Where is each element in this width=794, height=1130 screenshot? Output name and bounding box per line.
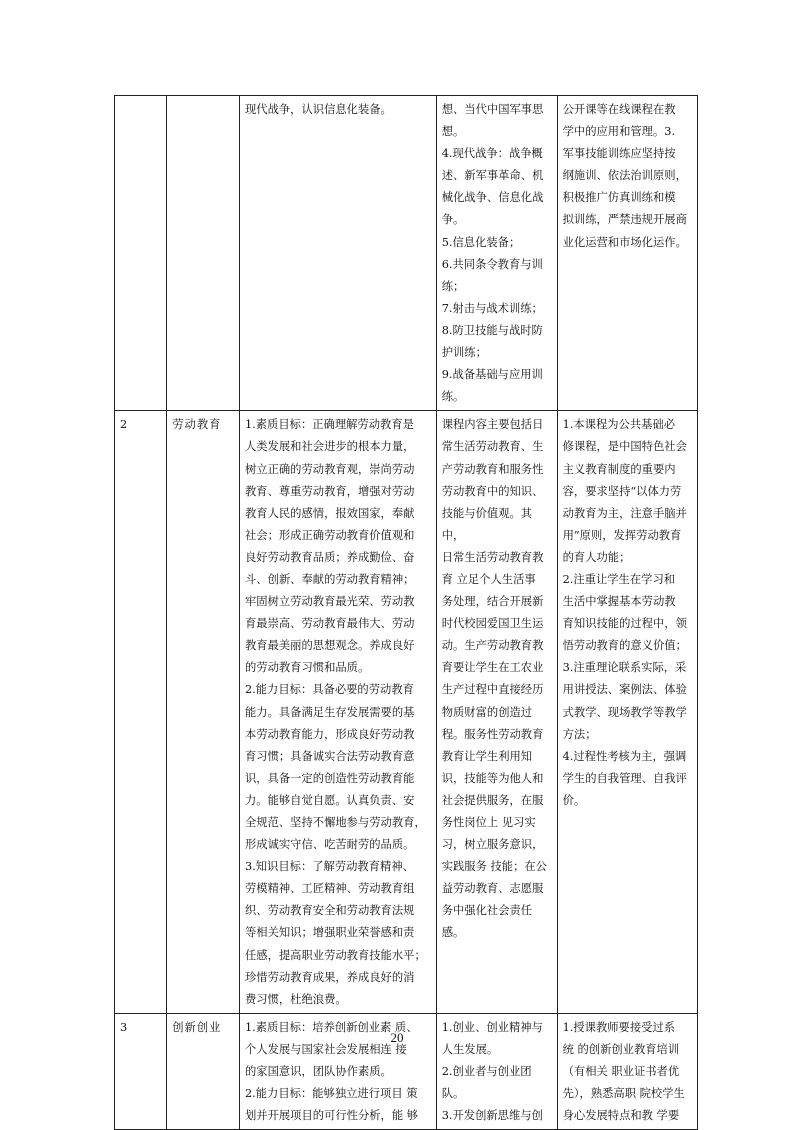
row-number-cell [115,96,167,411]
content-line: 识，技能等为他人和 [441,771,544,785]
curriculum-table [114,95,698,1130]
goals-line: 教育人民的感情，报效国家，奉献 [244,506,415,520]
course-name: 劳动教育 [172,418,222,432]
requirements-line: 育知识技能的过程中，领 [562,617,687,631]
requirements-line: 动教育为主，注意手脑并 [562,506,687,520]
table-row [115,96,698,411]
requirements-line: 用”原则，发挥劳动教育 [562,528,682,542]
content-line: 械化战争、信息化战 [441,191,544,205]
content-line: 技能与价值观。其中， [441,506,533,542]
goals-line: 社会；形成正确劳动教育价值观和 [244,528,415,542]
goals-line: 形成诚实守信、吃苦耐劳的品质。 [244,838,415,852]
row-number-cell [115,411,167,1014]
goals-line: 等相关知识；增强职业荣誉感和责 [244,926,415,940]
requirements-line: 悟劳动教育的意义价值； [562,639,687,653]
content-line: 5.信息化装备； [441,235,521,249]
content-line: 时代校园爱国卫生运 [441,617,544,631]
row-number: 3 [120,1020,128,1034]
goals-line: 能力。具备满足生存发展需要的基 [244,705,415,719]
goals-line: 树立正确的劳动教育观，崇尚劳动 [244,462,415,476]
content-line: 务处理，结合开展新 [441,595,544,609]
content-line: 动。生产劳动教育教 [441,639,544,653]
content-line: 常生活劳动教育、生 [441,440,544,454]
requirements-line: 业化运营和市场化运作。 [562,235,687,249]
content-line: 想、当代中国军事思 [441,103,544,116]
requirements-line: 价。 [562,793,586,807]
content-line: 社会提供服务，在服 [441,793,544,807]
requirements-line: 容，要求坚持“以体力劳 [562,484,682,498]
goals-line: 全规范、坚持不懈地参与劳动教育， [244,816,426,829]
content-line: 益劳动教育、志愿服 [441,882,544,896]
goals-line: 人类发展和社会进步的根本力量， [244,440,415,454]
requirements-line: 修课程，是中国特色社会 [562,440,687,454]
content-line: 2.创业者与创业团 [441,1065,532,1079]
requirements-line: （有相关 职业证书者优 [562,1065,680,1079]
content-line: 人生发展。 [441,1042,499,1056]
goals-line: 现代战争，认识信息化装备。 [244,103,392,116]
content-line: 4.现代战争：战争概 [441,147,543,161]
goals-line: 识，具备一定的创造性劳动教育能 [244,771,415,785]
course-name-cell [167,96,240,411]
course-content-cell [436,411,557,1014]
goals-line: 划并开展项目的可行性分析，能 够 [244,1109,419,1123]
goals-line: 2.能力目标：具备必要的劳动教育 [244,683,414,697]
table-body [115,96,698,1130]
requirements-line: 主义教育制度的重要内 [562,462,676,476]
requirements-line: 生活中掌握基本劳动教 [562,595,676,609]
content-line: 7.射击与战术训练； [441,301,543,315]
requirements-line: 公开课等在线课程在教 [562,103,676,116]
table-row [115,411,698,1014]
requirements-line: 军事技能训练应坚持按 [562,147,676,161]
goals-line: 织、劳动教育安全和劳动教育法规 [244,904,415,918]
content-line: 课程内容主要包括日 [441,418,544,432]
goals-line: 牢固树立劳动教育最光荣、劳动教 [244,595,415,609]
goals-line: 本劳动教育能力，形成良好劳动教 [244,727,415,741]
course-name: 创新创业 [172,1020,222,1034]
requirements-line: 拟训练，严禁违规开展商 [562,213,687,227]
goals-line: 任感，提高职业劳动教育技能水平； [244,948,426,962]
goals-line: 教育最美丽的思想观念。养成良好 [244,639,415,653]
content-line: 1.创业、创业精神与 [441,1020,543,1034]
content-line: 生产过程中直接经历 [441,683,544,697]
content-line: 9.战备基础与应用训 [441,368,543,382]
course-goals-cell [239,411,436,1014]
content-line: 护训练； [441,346,487,360]
content-line: 感。 [441,926,465,940]
content-line: 实践服务 技能；在公 [441,860,547,874]
teaching-requirements-cell [557,96,697,411]
content-line: 6.共同条令教育与训 [441,257,543,271]
goals-line: 育最崇高、劳动教育最伟大、劳动 [244,617,415,631]
goals-line: 育习惯；具备诚实合法劳动教育意 [244,749,415,763]
requirements-line: 先），熟悉高职 院校学生 [562,1087,685,1101]
requirements-line: 的育人功能； [562,550,631,564]
content-line: 3.开发创新思维与创 [441,1109,543,1123]
row-number: 2 [120,418,128,432]
requirements-line: 学中的应用和管理。3. [562,125,676,139]
requirements-line: 4.过程性考核为主，强调 [562,749,687,763]
goals-line: 费习惯，杜绝浪费。 [244,992,347,1006]
content-line: 日常生活劳动教育教 [441,550,544,564]
course-goals-cell [239,96,436,411]
requirements-line: 身心发展特点和教 学要 [562,1109,680,1123]
goals-line: 劳模精神、工匠精神、劳动教育组 [244,882,415,896]
content-line: 务性岗位上 见习实 [441,816,536,829]
goals-line: 力。能够自觉自愿。认真负责、安 [244,793,415,807]
goals-line: 教育、尊重劳动教育，增强对劳动 [244,484,415,498]
content-line: 务中强化社会责任 [441,904,533,918]
content-line: 练； [441,279,465,293]
content-line: 程。服务性劳动教育 [441,727,544,741]
content-line: 队。 [441,1087,465,1101]
goals-line: 2.能力目标：能够独立进行项目 策 [244,1087,418,1101]
goals-line: 1.素质目标：正确理解劳动教育是 [244,418,414,432]
course-content-cell [436,96,557,411]
content-line: 述、新军事革命、机 [441,169,544,183]
content-line: 育要让学生在工农业 [441,661,544,675]
requirements-line: 3.注重理论联系实际，采 [562,661,687,675]
requirements-line: 纲施训、依法治训原则， [562,169,687,183]
requirements-line: 1.本课程为公共基础必 [562,418,676,432]
requirements-line: 积极推广仿真训练和模 [562,191,676,205]
requirements-line: 学生的自我管理、自我评 [562,771,687,785]
page-number: 20 [390,1030,404,1045]
requirements-line: 统 的创新创业教育培训 [562,1042,680,1056]
goals-line: 3.知识目标：了解劳动教育精神、 [244,860,414,874]
requirements-line: 式教学、现场教学等教学 [562,705,687,719]
requirements-line: 方法； [562,727,597,741]
content-line: 劳动教育中的知识、 [441,484,544,498]
goals-line: 个人发展与国家社会发展相连 接 [244,1042,407,1056]
teaching-requirements-cell [557,411,697,1014]
content-line: 练。 [441,390,465,404]
content-line: 物质财富的创造过 [441,705,533,719]
requirements-line: 用讲授法、案例法、体验 [562,683,687,697]
requirements-line: 1.授课教师要接受过系 [562,1020,676,1034]
content-line: 育 立足个人生活事 [441,572,536,586]
goals-line: 的劳动教育习惯和品质。 [244,661,370,675]
course-name-cell [167,411,240,1014]
goals-line: 斗、创新、奉献的劳动教育精神； [244,572,415,586]
requirements-line: 2.注重让学生在学习和 [562,572,676,586]
content-line: 8.防卫技能与战时防 [441,323,543,337]
goals-line: 1.素质目标：培养创新创业素 质、 [244,1020,418,1034]
goals-line: 珍惜劳动教育成果，养成良好的消 [244,970,415,984]
content-line: 习，树立服务意识， [441,838,544,852]
content-line: 想。 [441,125,465,139]
goals-line: 良好劳动教育品质；养成勤俭、奋 [244,550,415,564]
content-line: 教育让学生利用知 [441,749,533,763]
content-line: 争。 [441,213,465,227]
content-line: 产劳动教育和服务性 [441,462,544,476]
goals-line: 的家国意识，团队协作素质。 [244,1065,392,1079]
